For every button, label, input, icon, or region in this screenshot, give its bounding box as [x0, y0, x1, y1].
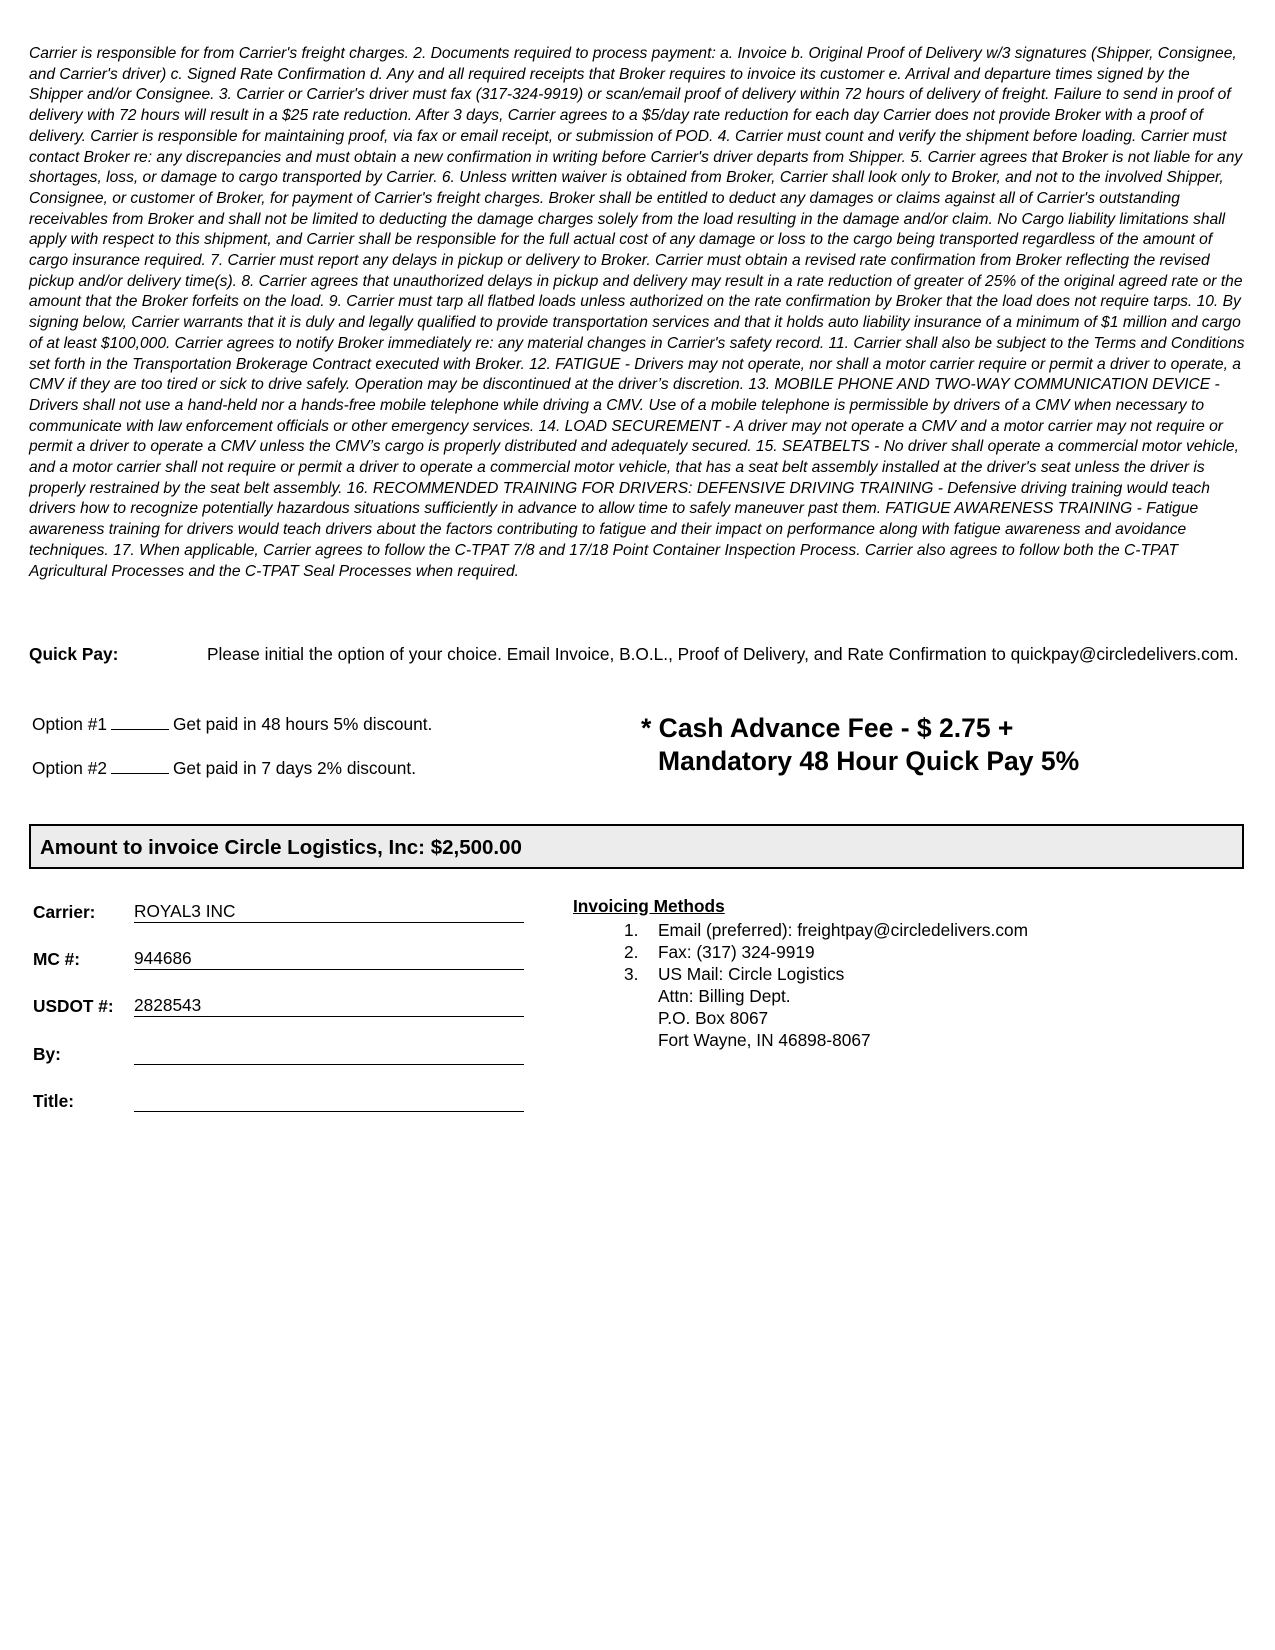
- usdot-field[interactable]: 2828543: [134, 994, 524, 1017]
- invoicing-item-1-number: 1.: [624, 920, 639, 940]
- invoicing-methods-title: Invoicing Methods: [573, 896, 725, 916]
- mail-address-line-3: Fort Wayne, IN 46898-8067: [658, 1030, 871, 1050]
- invoicing-item-2-number: 2.: [624, 942, 639, 962]
- invoicing-item-1-text: Email (preferred): freightpay@circledelivers.com: [658, 920, 1029, 940]
- quick-pay-option-1: [32, 714, 432, 735]
- quick-pay-instructions: Please initial the option of your choice. Email Invoice, B.O.L., Proof of Delivery, and Rate Confirmation to quickpay@circledelivers.com.: [207, 644, 1239, 664]
- amount-to-invoice-box: [29, 824, 1244, 869]
- option-1-label: Option #1: [32, 714, 107, 734]
- cash-advance-line-2: Mandatory 48 Hour Quick Pay 5%: [658, 746, 1080, 776]
- quick-pay-option-2: [32, 758, 416, 779]
- invoicing-item-3-number: 3.: [624, 964, 639, 984]
- mc-label: MC #:: [33, 949, 81, 969]
- by-label: By:: [33, 1044, 61, 1064]
- mail-address-line-2: P.O. Box 8067: [658, 1008, 769, 1028]
- quick-pay-section: [29, 643, 1247, 665]
- cash-advance-line-1: * Cash Advance Fee - $ 2.75 +: [641, 713, 1014, 743]
- option-2-text: Get paid in 7 days 2% discount.: [172, 758, 416, 778]
- cash-advance-notice: [641, 712, 1079, 778]
- mc-field[interactable]: 944686: [134, 947, 524, 970]
- by-signature-field[interactable]: [134, 1042, 524, 1065]
- option-1-text: Get paid in 48 hours 5% discount.: [172, 714, 433, 734]
- terms-paragraph: Carrier is responsible for from Carrier's freight charges. 2. Documents required to process payment: a. Invoice b. Original Proof of Delivery w/3 signatures (Shipper, Consignee, and Carrier's driver) c. Signed Rate Confirmation d. Any and all required receipts that Broker requires to invoice its customer e. Arrival and departure times signed by the Shipper and/or Consignee. 3. Carrier or Carrier's driver must fax (317-324-9919) or scan/email proof of delivery within 72 hours of delivery of freight. Failure to send in proof of delivery with 72 hours will result in a $25 rate reduction. After 3 days, Carrier agrees to a $5/day rate reduction for each day Carrier does not provide Broker with a proof of delivery. Carrier is responsible for maintaining proof, via fax or email receipt, or submission of POD. 4. Carrier must count and verify the shipment before loading. Carrier must contact Broker re: any discrepancies and must obtain a new confirmation in writing before Carrier's driver departs from Shipper. 5. Carrier agrees that Broker is not liable for any shortages, loss, or damage to cargo transported by Carrier. 6. Unless written waiver is obtained from Broker, Carrier shall look only to Broker, and not to the involved Shipper, Consignee, or customer of Broker, for payment of Carrier's freight charges. Broker shall be entitled to deduct any damages or claims against all of Carrier's outstanding receivables from Broker and shall not be limited to deducting the damage charges solely from the load resulting in the damage and/or claim. No Cargo liability limitations shall apply with respect to this shipment, and Carrier shall be responsible for the full actual cost of any damage or loss to the cargo being transported regardless of the amount of cargo insurance required. 7. Carrier must report any delays in pickup or delivery to Broker. Carrier must obtain a revised rate confirmation from Broker reflecting the revised pickup and/or delivery time(s). 8. Carrier agrees that unauthorized delays in pickup and delivery may result in a rate reduction of greater of 25% of the original agreed rate or the amount that the Broker forfeits on the load. 9. Carrier must tarp all flatbed loads unless authorized on the rate confirmation by Broker that the load does not require tarps. 10. By signing below, Carrier warrants that it is duly and legally qualified to provide transportation services and that it holds auto liability insurance of a minimum of $1 million and cargo of at least $100,000. Carrier agrees to notify Broker immediately re: any material changes in Carrier's safety record. 11. Carrier shall also be subject to the Terms and Conditions set forth in the Transportation Brokerage Contract executed with Broker. 12. FATIGUE - Drivers may not operate, nor shall a motor carrier require or permit a driver to operate, a CMV if they are too tired or sick to drive safely. Operation may be discontinued at the driver’s discretion. 13. MOBILE PHONE AND TWO-WAY COMMUNICATION DEVICE - Drivers shall not use a hand-held nor a hands-free mobile telephone while driving a CMV. Use of a mobile telephone is permissible by drivers of a CMV when necessary to communicate with law enforcement officials or other emergency services. 14. LOAD SECUREMENT - A driver may not operate a CMV and a motor carrier may not require or permit a driver to operate a CMV unless the CMV’s cargo is properly distributed and adequately secured. 15. SEATBELTS - No driver shall operate a commercial motor vehicle, and a motor carrier shall not require or permit a driver to operate a commercial motor vehicle, that has a seat belt assembly installed at the driver's seat unless the driver is properly restrained by the seat belt assembly. 16. RECOMMENDED TRAINING FOR DRIVERS: DEFENSIVE DRIVING TRAINING - Defensive driving training would teach drivers how to recognize potentially hazardous situations sufficiently in advance to allow time to safely maneuver past them. FATIGUE AWARENESS TRAINING - Fatigue awareness training for drivers would teach drivers about the factors contributing to fatigue and their impact on performance along with fatigue awareness and avoidance techniques. 17. When applicable, Carrier agrees to follow the C-TPAT 7/8 and 17/18 Point Container Inspection Process. Carrier also agrees to follow both the C-TPAT Agricultural Processes and the C-TPAT Seal Processes when required.: [29, 45, 1245, 580]
- invoicing-item-3-text: US Mail: Circle Logistics: [658, 964, 845, 984]
- option-1-initial-line[interactable]: [111, 715, 169, 730]
- amount-to-invoice-text: Amount to invoice Circle Logistics, Inc: $2,500.00: [40, 836, 522, 859]
- mail-address-line-1: Attn: Billing Dept.: [658, 986, 791, 1006]
- title-label: Title:: [33, 1091, 74, 1111]
- option-2-initial-line[interactable]: [111, 759, 169, 774]
- usdot-label: USDOT #:: [33, 996, 114, 1016]
- carrier-label: Carrier:: [33, 902, 96, 922]
- invoicing-item-2-text: Fax: (317) 324-9919: [658, 942, 815, 962]
- title-field[interactable]: [134, 1089, 524, 1112]
- quick-pay-label: Quick Pay:: [29, 644, 119, 664]
- option-2-label: Option #2: [32, 758, 107, 778]
- carrier-field[interactable]: ROYAL3 INC: [134, 900, 524, 923]
